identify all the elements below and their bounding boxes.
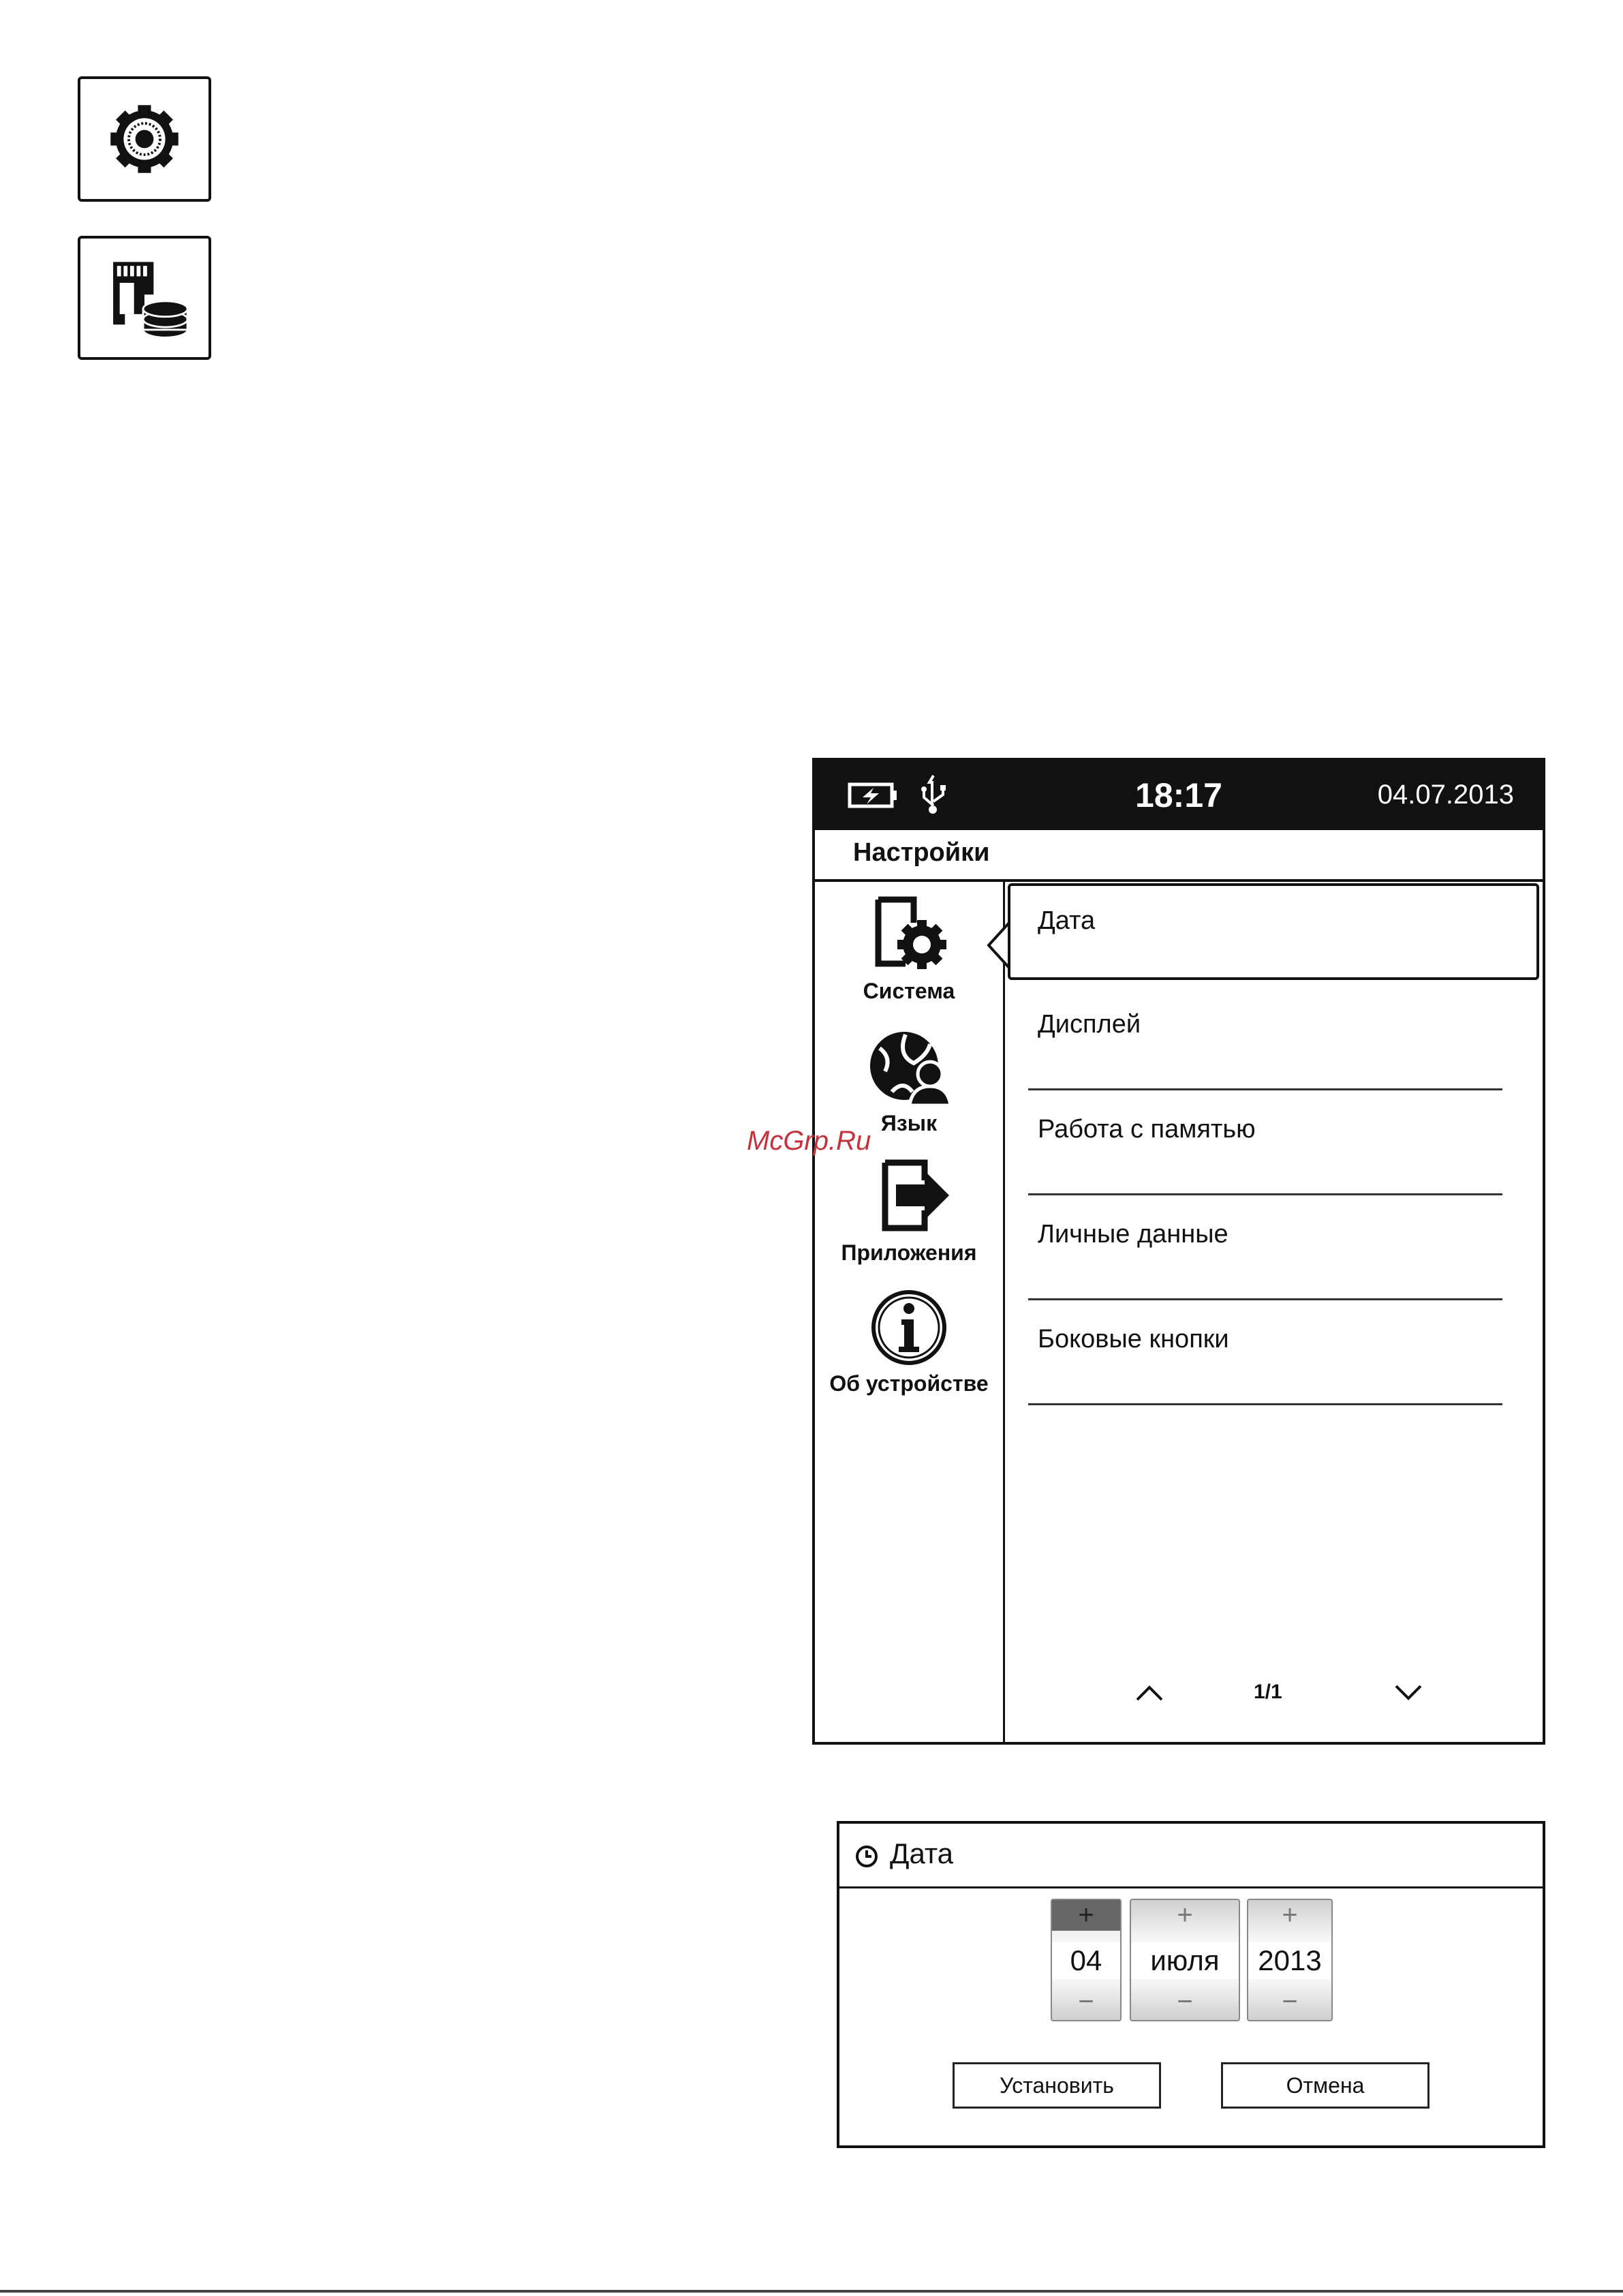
category-label: Система	[863, 979, 955, 1003]
info-icon	[865, 1288, 953, 1368]
language-globe-icon	[865, 1028, 953, 1108]
day-decrement-button[interactable]: −	[1078, 1987, 1094, 2017]
year-decrement-button[interactable]: −	[1282, 1987, 1298, 2017]
day-increment-button[interactable]: +	[1052, 1900, 1120, 1931]
device-screen	[812, 758, 1545, 1745]
screen-title-bar	[815, 830, 1543, 882]
month-spinner[interactable]	[1130, 1899, 1240, 2021]
set-button[interactable]: Установить	[953, 2062, 1161, 2109]
divider	[1028, 1298, 1502, 1300]
menu-item-personal-data[interactable]	[1028, 1198, 1502, 1300]
divider	[1028, 1193, 1502, 1195]
menu-item-memory[interactable]	[1028, 1093, 1502, 1195]
year-increment-button[interactable]: +	[1282, 1900, 1298, 1930]
watermark: McGrp.Ru	[747, 1126, 871, 1156]
menu-item-label: Дисплей	[1038, 1010, 1141, 1039]
divider	[1028, 1403, 1502, 1405]
category-language[interactable]	[815, 1028, 1003, 1136]
category-applications[interactable]	[815, 1157, 1003, 1266]
page-indicator: 1/1	[1254, 1681, 1282, 1703]
month-value: июля	[1131, 1942, 1239, 1979]
menu-item-date[interactable]	[1008, 883, 1539, 980]
month-increment-button[interactable]: +	[1177, 1900, 1193, 1930]
screen-title: Настройки	[853, 838, 990, 867]
dialog-title: Дата	[890, 1837, 954, 1869]
category-label: Приложения	[841, 1240, 977, 1265]
cancel-button[interactable]: Отмена	[1221, 2062, 1429, 2109]
chevron-down-icon[interactable]	[1393, 1681, 1423, 1705]
category-about-device[interactable]	[815, 1288, 1003, 1396]
settings-category-sidebar	[815, 881, 1005, 1742]
category-label: Язык	[880, 1111, 938, 1135]
day-spinner[interactable]	[1051, 1899, 1122, 2021]
status-time: 18:17	[1135, 776, 1222, 814]
category-label: Об устройстве	[829, 1371, 989, 1396]
category-system[interactable]	[815, 896, 1003, 1004]
menu-item-label: Личные данные	[1038, 1220, 1228, 1249]
menu-item-label: Боковые кнопки	[1038, 1325, 1229, 1353]
menu-item-display[interactable]	[1028, 988, 1502, 1090]
day-value: 04	[1052, 1942, 1120, 1979]
menu-item-label: Дата	[1038, 906, 1096, 935]
sd-card-database-icon	[78, 236, 211, 360]
settings-gear-icon	[78, 76, 211, 202]
page-bottom-rule	[0, 2290, 1623, 2293]
status-bar	[815, 761, 1543, 830]
year-value: 2013	[1248, 1942, 1331, 1979]
applications-icon	[865, 1157, 953, 1238]
month-decrement-button[interactable]: −	[1177, 1987, 1193, 2017]
status-date: 04.07.2013	[1377, 780, 1514, 810]
pagination	[1005, 1674, 1543, 1715]
date-dialog	[837, 1821, 1545, 2148]
system-settings-icon	[865, 896, 953, 976]
settings-menu-list	[1005, 881, 1543, 1742]
menu-item-label: Работа с памятью	[1038, 1115, 1256, 1144]
year-spinner[interactable]	[1247, 1899, 1333, 2021]
menu-item-side-buttons[interactable]	[1028, 1303, 1502, 1405]
divider	[1028, 1088, 1502, 1090]
dialog-header	[839, 1824, 1543, 1888]
selection-pointer	[986, 921, 1010, 969]
clock-icon	[854, 1844, 879, 1869]
chevron-up-icon[interactable]	[1134, 1681, 1164, 1705]
